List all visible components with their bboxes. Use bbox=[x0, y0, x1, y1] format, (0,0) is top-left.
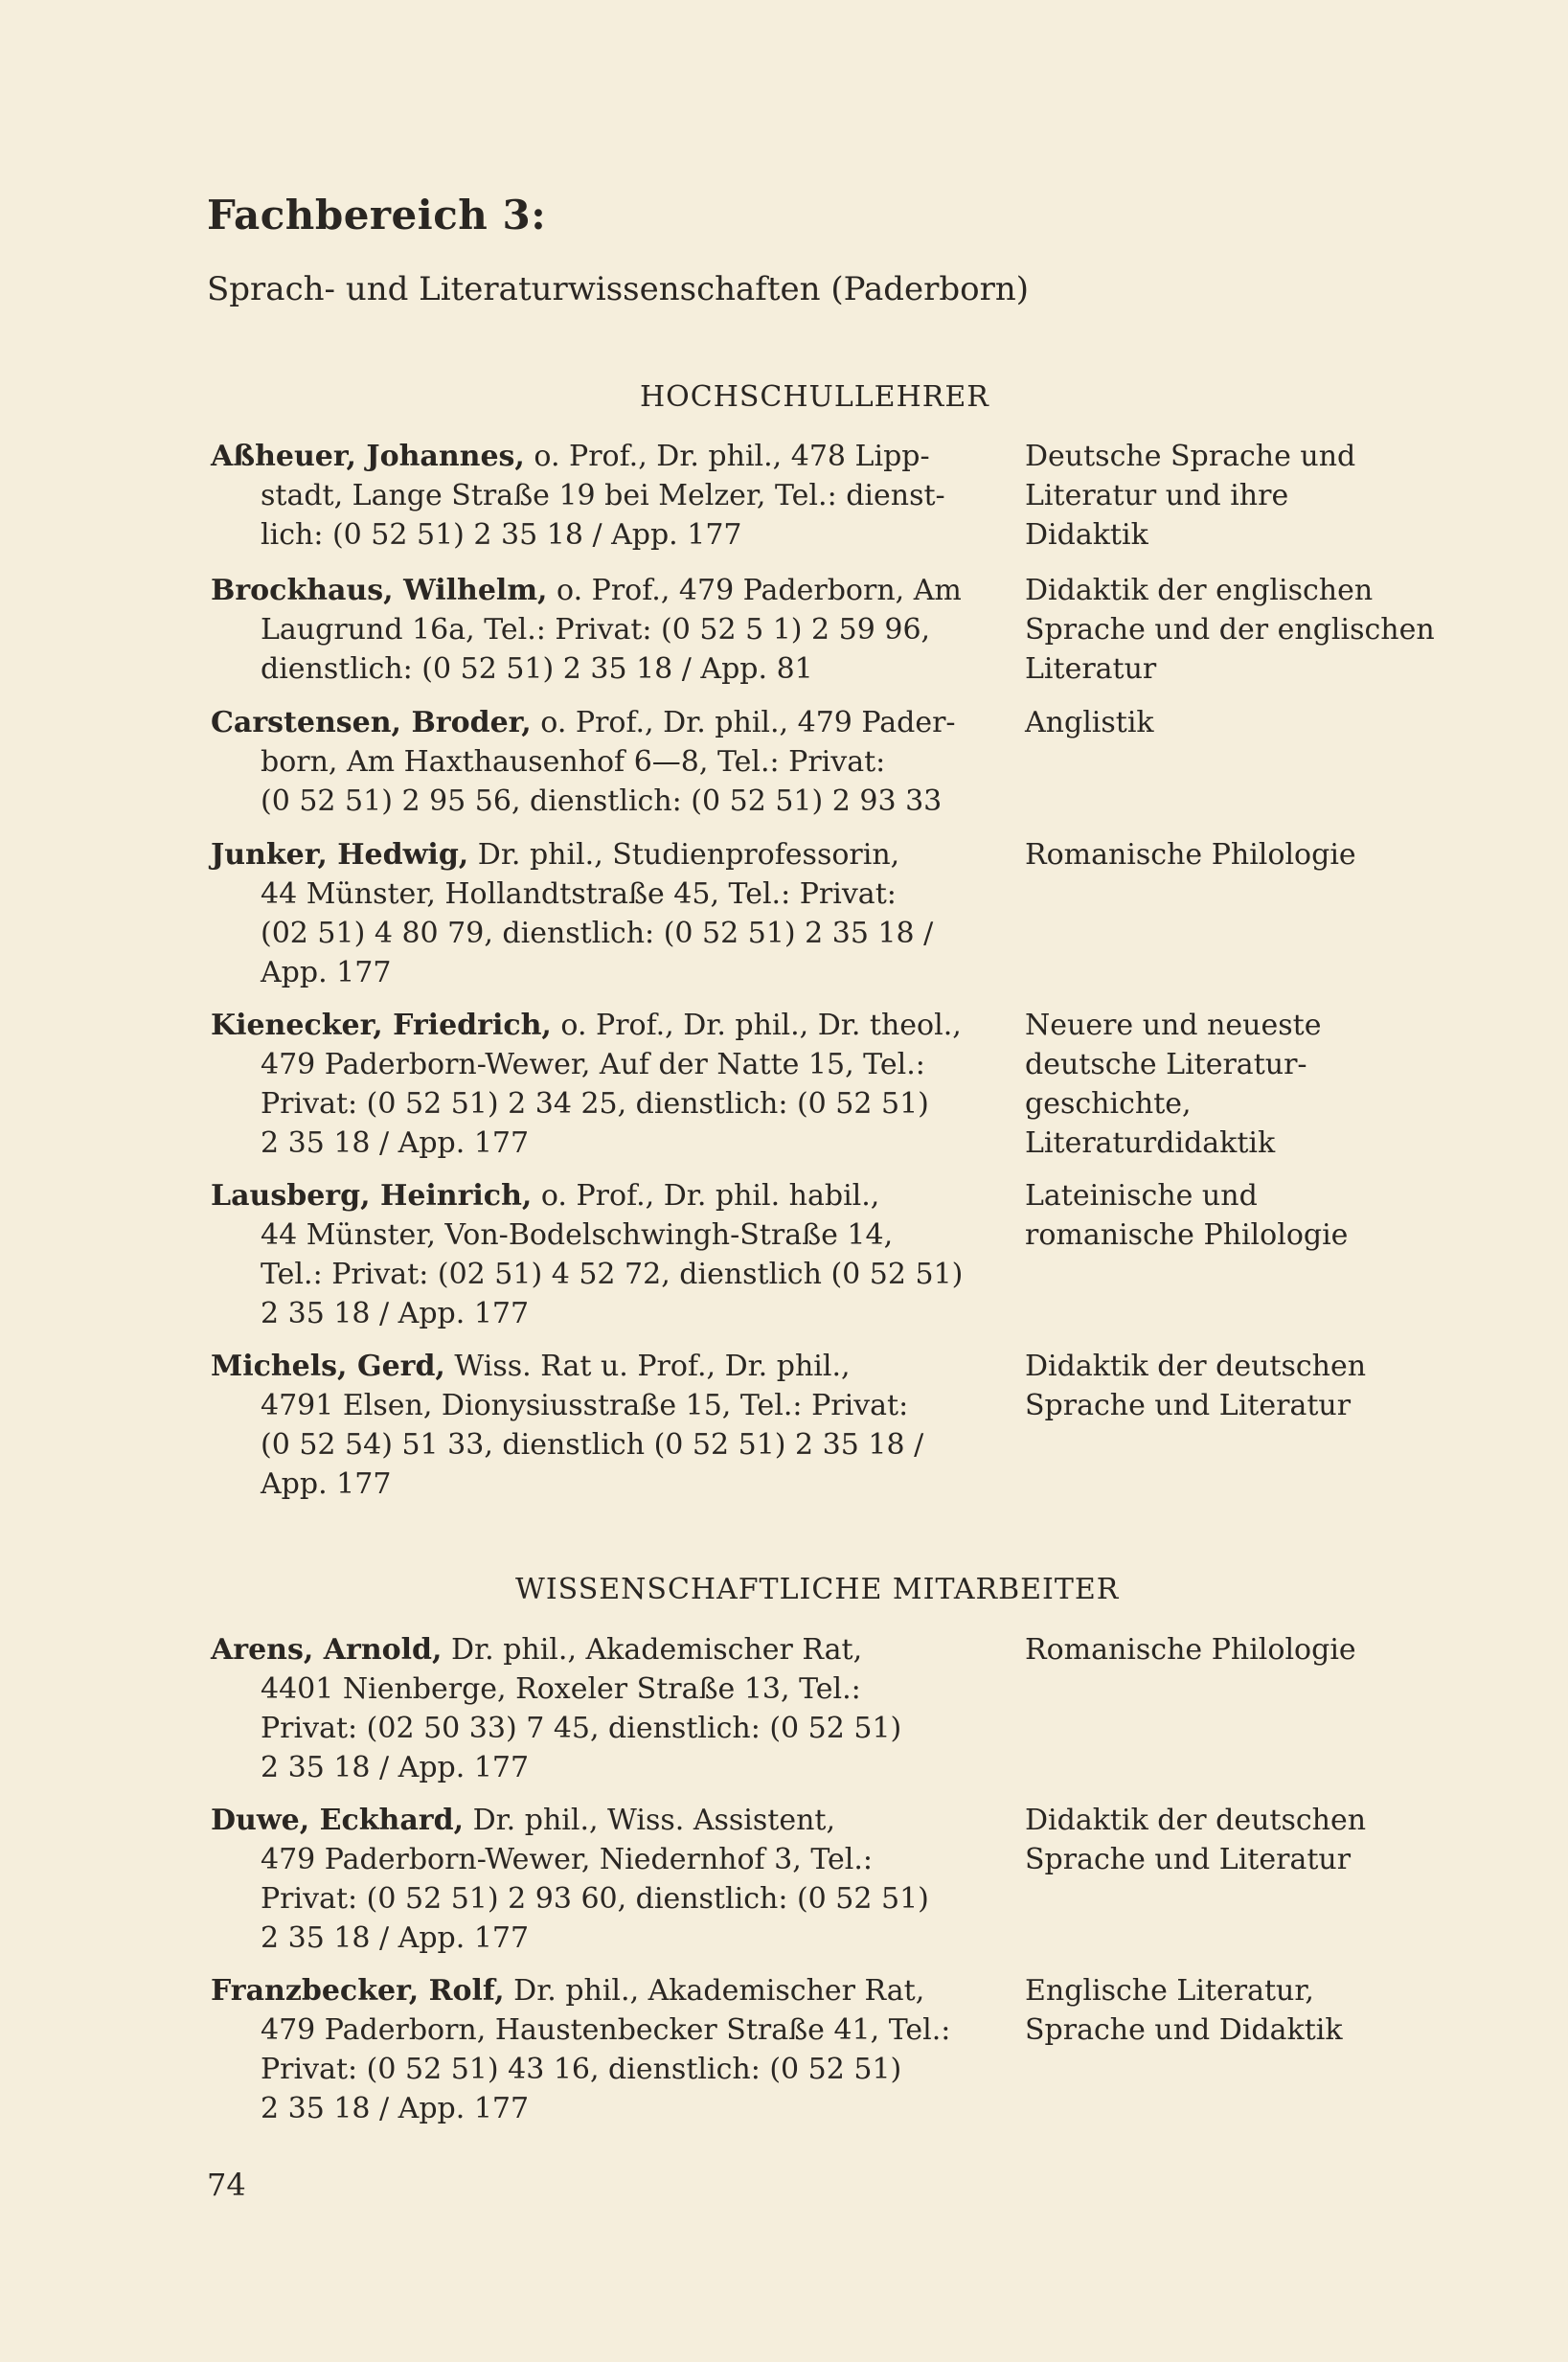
entry-line: (02 51) 4 80 79, dienstlich: (0 52 51) 2 35 18 / bbox=[261, 917, 934, 950]
entry-text bbox=[211, 835, 996, 992]
section-title-wissenschaftliche-mitarbeiter: WISSENSCHAFTLICHE MITARBEITER bbox=[515, 1573, 1120, 1606]
person-name: Brockhaus, Wilhelm, bbox=[211, 574, 548, 607]
person-name: Michels, Gerd, bbox=[211, 1350, 445, 1383]
entry-line: born, Am Haxthausenhof 6—8, Tel.: Privat: bbox=[261, 745, 886, 779]
section-title-hochschullehrer: HOCHSCHULLEHRER bbox=[640, 380, 989, 414]
entry-line: stadt, Lange Straße 19 bei Melzer, Tel.: dienst- bbox=[261, 479, 945, 512]
entry-line: Dr. phil., Akademischer Rat, bbox=[504, 1974, 925, 2008]
subject-field: Didaktik der deutschen Sprache und Literatur bbox=[1025, 1350, 1367, 1422]
entry-line: Laugrund 16a, Tel.: Privat: (0 52 5 1) 2 59 96, bbox=[261, 613, 931, 647]
entry-line: 479 Paderborn, Haustenbecker Straße 41, Tel.: bbox=[261, 2013, 951, 2047]
entry-line: Wiss. Rat u. Prof., Dr. phil., bbox=[444, 1350, 851, 1383]
entry-line: 479 Paderborn-Wewer, Niedernhof 3, Tel.: bbox=[261, 1843, 874, 1876]
entry-text bbox=[211, 437, 996, 555]
entry-text bbox=[211, 703, 996, 821]
person-name: Duwe, Eckhard, bbox=[211, 1804, 465, 1837]
entry-line: App. 177 bbox=[261, 956, 392, 989]
entry-line: Dr. phil., Akademischer Rat, bbox=[442, 1633, 863, 1667]
entry-line: 2 35 18 / App. 177 bbox=[261, 1751, 530, 1784]
subject-field: Deutsche Sprache und Literatur und ihre Didaktik bbox=[1025, 440, 1356, 552]
entry-text bbox=[211, 1347, 996, 1504]
person-name: Carstensen, Broder, bbox=[211, 706, 532, 739]
subject-field: Didaktik der deutschen Sprache und Literatur bbox=[1025, 1804, 1367, 1876]
entry-line: o. Prof., Dr. phil., 478 Lipp- bbox=[524, 440, 930, 473]
entry-line: Privat: (02 50 33) 7 45, dienstlich: (0 52 51) bbox=[261, 1712, 902, 1745]
entry-line: Privat: (0 52 51) 2 93 60, dienstlich: (0 52 51) bbox=[261, 1882, 929, 1916]
entry-text bbox=[211, 1630, 996, 1787]
person-name: Kienecker, Friedrich, bbox=[211, 1009, 552, 1042]
entry-line: (0 52 51) 2 95 56, dienstlich: (0 52 51) 2 93 33 bbox=[261, 784, 943, 818]
entry-line: App. 177 bbox=[261, 1467, 392, 1501]
entry-line: o. Prof., Dr. phil., Dr. theol., bbox=[551, 1009, 962, 1042]
entry-text bbox=[211, 1006, 996, 1163]
subject-field: Neuere und neueste deutsche Literatur- geschichte, Literaturdidaktik bbox=[1025, 1009, 1322, 1160]
entry-line: 2 35 18 / App. 177 bbox=[261, 1921, 530, 1955]
person-name: Arens, Arnold, bbox=[211, 1633, 443, 1667]
subject-field: Romanische Philologie bbox=[1025, 1633, 1356, 1667]
entry-line: Privat: (0 52 51) 43 16, dienstlich: (0 52 51) bbox=[261, 2053, 902, 2086]
subject-field: Lateinische und romanische Philologie bbox=[1025, 1179, 1349, 1252]
person-name: Lausberg, Heinrich, bbox=[211, 1179, 533, 1213]
subject-field: Romanische Philologie bbox=[1025, 838, 1356, 872]
subject-field: Englische Literatur, Sprache und Didaktik bbox=[1025, 1974, 1343, 2047]
entry-line: dienstlich: (0 52 51) 2 35 18 / App. 81 bbox=[261, 652, 813, 686]
entry-line: 4401 Nienberge, Roxeler Straße 13, Tel.: bbox=[261, 1672, 861, 1706]
subject-field: Anglistik bbox=[1025, 706, 1154, 739]
entry-line: 479 Paderborn-Wewer, Auf der Natte 15, Tel.: bbox=[261, 1048, 925, 1081]
entry-line: 2 35 18 / App. 177 bbox=[261, 1126, 530, 1160]
person-name: Junker, Hedwig, bbox=[211, 838, 469, 872]
entry-line: Tel.: Privat: (02 51) 4 52 72, dienstlich (0 52 51) bbox=[261, 1258, 964, 1291]
entry-line: Dr. phil., Wiss. Assistent, bbox=[464, 1804, 835, 1837]
entry-line: o. Prof., 479 Paderborn, Am bbox=[547, 574, 962, 607]
entry-text bbox=[211, 1801, 996, 1958]
entry-line: 44 Münster, Von-Bodelschwingh-Straße 14, bbox=[261, 1218, 894, 1252]
entry-text bbox=[211, 571, 996, 689]
entry-line: (0 52 54) 51 33, dienstlich (0 52 51) 2 35 18 / bbox=[261, 1428, 924, 1462]
person-name: Franzbecker, Rolf, bbox=[211, 1974, 505, 2008]
entry-line: Privat: (0 52 51) 2 34 25, dienstlich: (0 52 51) bbox=[261, 1087, 929, 1121]
page-subheading: Sprach- und Literaturwissenschaften (Paderborn) bbox=[207, 270, 1030, 308]
entry-text bbox=[211, 1176, 996, 1333]
entry-line: 2 35 18 / App. 177 bbox=[261, 2092, 530, 2125]
page-heading: Fachbereich 3: bbox=[207, 192, 547, 238]
entry-line: o. Prof., Dr. phil. habil., bbox=[532, 1179, 880, 1213]
entry-line: 2 35 18 / App. 177 bbox=[261, 1297, 530, 1330]
person-name: Aßheuer, Johannes, bbox=[211, 440, 525, 473]
entry-line: lich: (0 52 51) 2 35 18 / App. 177 bbox=[261, 518, 742, 552]
entry-text bbox=[211, 1971, 996, 2128]
subject-field: Didaktik der englischen Sprache und der englischen Literatur bbox=[1025, 574, 1435, 686]
entry-line: 4791 Elsen, Dionysiusstraße 15, Tel.: Privat: bbox=[261, 1389, 909, 1422]
entry-line: Dr. phil., Studienprofessorin, bbox=[468, 838, 900, 872]
entry-line: o. Prof., Dr. phil., 479 Pader- bbox=[531, 706, 956, 739]
entry-line: 44 Münster, Hollandtstraße 45, Tel.: Privat: bbox=[261, 877, 897, 911]
page-number: 74 bbox=[207, 2167, 246, 2203]
